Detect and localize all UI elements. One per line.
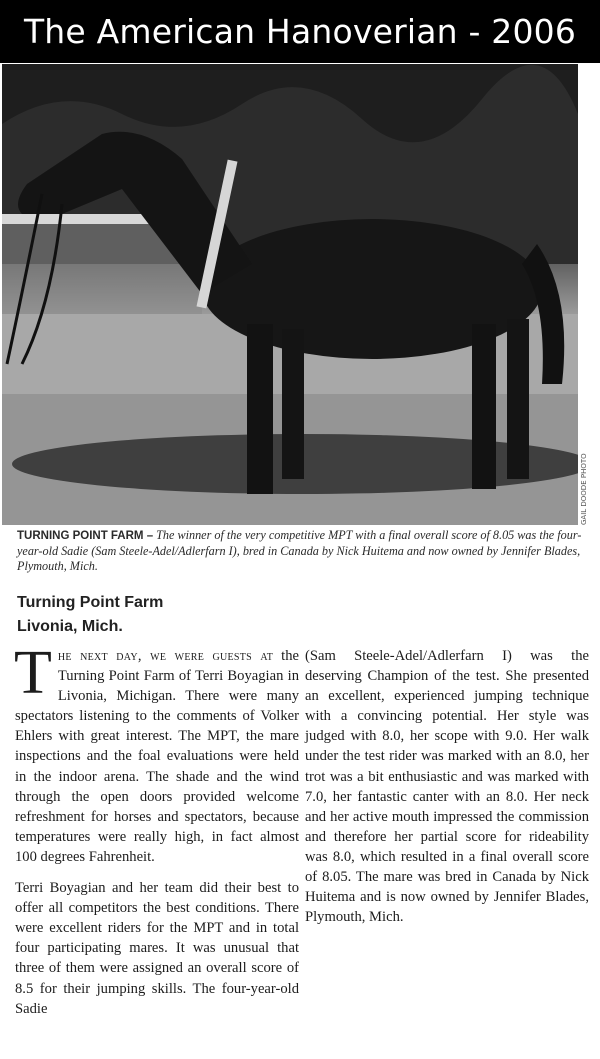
article-paragraph-2-start [15, 878, 299, 1019]
page-header [0, 0, 600, 63]
article-column-left [14, 639, 300, 1019]
article-column-right [305, 646, 589, 927]
horse-photo [2, 64, 578, 525]
lead-in: he next day, we were guests at [57, 648, 274, 664]
article-paragraph-2-continued [305, 646, 589, 927]
section-title: Turning Point Farm [17, 594, 164, 611]
paragraph-1-text: the Turning Point Farm of Terri Boyagian in Livonia, Michigan. There were many spectators listening to the comments of Volker Ehlers with great interest. The MPT, the mare inspections and the foal evaluations were held in the indoor arena. The shade and the wind through the open doors provided welcome refreshment for horses and spectators, because temperatures were really high, in fact almost 100 degrees Fahrenheit. [15, 648, 300, 865]
caption-label: TURNING POINT FARM – [17, 530, 154, 542]
section-location: Livonia, Mich. [17, 618, 123, 635]
paragraph-2-part-a: Terri Boyagian and her team did their best to offer all competitors the best conditions. There were excellent riders for the MPT and in total four participating mares. It was unusual that three of them were assigned an overall score of 8.5 for their jumping skills. The four-year-old Sadie [15, 880, 299, 1017]
caption-text: The winner of the very competitive MPT with a final overall score of 8.05 was the four-year-old Sadie (Sam Steele-Adel/Adlerfarn I), bred in Canada by Nick Huitema and now owned by Jennifer Blades, Plymouth, Mich. [17, 528, 582, 573]
header-title: The American Hanoverian - 2006 [23, 12, 577, 51]
horse-photo-illustration [2, 64, 578, 525]
photo-caption [17, 528, 583, 574]
article-paragraph-1 [14, 639, 300, 867]
drop-cap: T [14, 639, 52, 707]
section-heading [17, 591, 317, 639]
photo-credit: GAIL DOODE PHOTO [580, 453, 588, 525]
paragraph-2-part-b: (Sam Steele-Adel/Adlerfarn I) was the deserving Champion of the test. She presented an excellent, experienced jumping technique with a convincing potential. Her style was judged with 8.0, her scope with 9.0. Her walk under the test rider was marked with an 8.0, her trot was a bit enthusiastic and was marked with 7.0, her fantastic canter with an 8.0. Her neck and her active mouth impressed the commission and therefore her partial score for rideability was 8.0, which resulted in a final overall score of 8.05. The mare was bred in Canada by Nick Huitema and is now owned by Jennifer Blades, Plymouth, Mich. [305, 648, 589, 926]
